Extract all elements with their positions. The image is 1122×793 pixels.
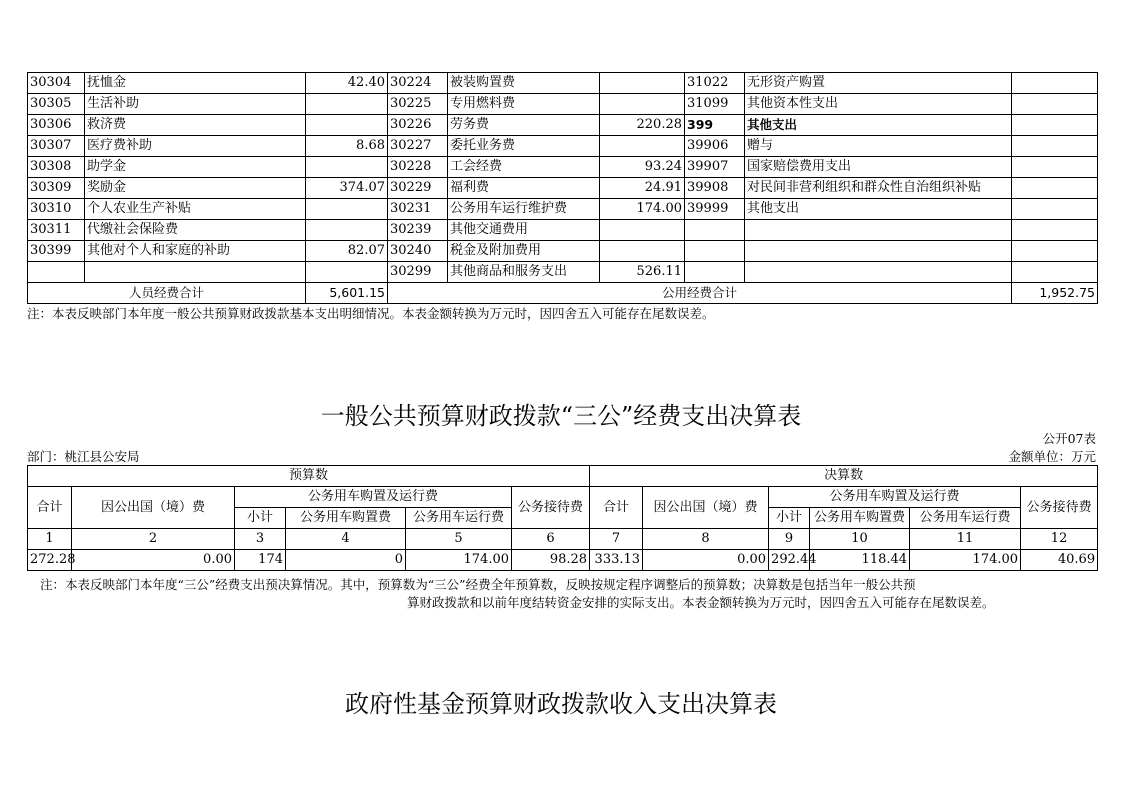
budget-header: 预算数 [28,466,590,487]
table-row [28,199,1098,220]
table-row [28,220,1098,241]
amount: 82.07 [306,241,388,262]
budget-operation-header: 公务用车运行费 [406,508,512,529]
budget-vehicle-header: 公务用车购置及运行费 [235,487,512,508]
budget-abroad-header: 因公出国（境）费 [72,487,235,529]
amount-cell: 174.00 [406,550,512,571]
amount-cell: 333.13 [590,550,643,571]
gov-fund-title: 政府性基金预算财政拨款收入支出决算表 [345,690,777,718]
column-number: 10 [810,529,910,550]
amount: 174.00 [600,199,685,220]
amount: 24.91 [600,178,685,199]
amount [306,262,388,283]
item-name: 其他商品和服务支出 [448,262,600,283]
econ-code: 30311 [28,220,85,241]
department-label: 部门：桃江县公安局 [27,449,140,464]
final-reception-header: 公务接待费 [1021,487,1098,529]
amount-cell: 272.28 [28,550,72,571]
final-subtotal-header: 小计 [769,508,810,529]
budget-reception-header: 公务接待费 [512,487,590,529]
econ-code: 30239 [388,220,448,241]
econ-code: 30240 [388,241,448,262]
amount [1012,136,1098,157]
final-abroad-header: 因公出国（境）费 [643,487,769,529]
econ-code [28,262,85,283]
amount: 93.24 [600,157,685,178]
item-name: 无形资产购置 [745,73,1012,94]
table-row [28,178,1098,199]
column-number: 7 [590,529,643,550]
budget-total-header: 合计 [28,487,72,529]
note-sangong-line1: 注：本表反映部门本年度“三公”经费支出预决算情况。其中，预算数为“三公”经费全年预算数，反映按规定程序调整后的预算数；决算数是包括当年一般公共预 [40,577,916,592]
column-number: 5 [406,529,512,550]
header-row-2 [28,487,1098,508]
table-row [28,136,1098,157]
column-number: 8 [643,529,769,550]
econ-code: 39906 [685,136,745,157]
amount [306,220,388,241]
amount [1012,220,1098,241]
amount [600,73,685,94]
final-vehicle-header: 公务用车购置及运行费 [769,487,1021,508]
item-name: 工会经费 [448,157,600,178]
econ-code: 31099 [685,94,745,115]
column-number: 1 [28,529,72,550]
econ-code: 30231 [388,199,448,220]
column-number: 2 [72,529,235,550]
column-number: 9 [769,529,810,550]
amount [1012,115,1098,136]
amount: 220.28 [600,115,685,136]
econ-code: 39999 [685,199,745,220]
econ-code: 39908 [685,178,745,199]
item-name: 对民间非营利组织和群众性自治组织补贴 [745,178,1012,199]
budget-purchase-header: 公务用车购置费 [286,508,406,529]
item-name: 代缴社会保险费 [85,220,306,241]
amount [306,199,388,220]
final-operation-header: 公务用车运行费 [910,508,1021,529]
table-row [28,115,1098,136]
table-row [28,94,1098,115]
item-name: 其他资本性支出 [745,94,1012,115]
final-purchase-header: 公务用车购置费 [810,508,910,529]
final-total-header: 合计 [590,487,643,529]
econ-code: 30308 [28,157,85,178]
amount [306,115,388,136]
amount [1012,73,1098,94]
item-name: 税金及附加费用 [448,241,600,262]
item-name: 劳务费 [448,115,600,136]
econ-code: 399 [685,115,745,136]
amount-cell: 174 [235,550,286,571]
public-total-label: 公用经费合计 [388,283,1012,304]
amount-cell: 118.44 [810,550,910,571]
item-name: 公务用车运行维护费 [448,199,600,220]
item-name: 被装购置费 [448,73,600,94]
econ-code: 30228 [388,157,448,178]
amount [306,94,388,115]
item-name: 其他交通费用 [448,220,600,241]
econ-code: 30306 [28,115,85,136]
amount: 42.40 [306,73,388,94]
table-row [28,73,1098,94]
econ-code [685,220,745,241]
item-name [745,241,1012,262]
econ-code: 30227 [388,136,448,157]
column-number-row [28,529,1098,550]
amount [1012,262,1098,283]
amount [1012,178,1098,199]
table-code: 公开07表 [1042,431,1096,446]
econ-code: 30224 [388,73,448,94]
amount [600,220,685,241]
item-name: 生活补助 [85,94,306,115]
note-basic: 注：本表反映部门本年度一般公共预算财政拨款基本支出明细情况。本表金额转换为万元时，因四舍五入可能存在尾数误差。 [27,306,715,321]
econ-code: 31022 [685,73,745,94]
amount-cell: 98.28 [512,550,590,571]
values-row [28,550,1098,571]
amount-cell: 0.00 [72,550,235,571]
amount-cell: 0.00 [643,550,769,571]
amount-cell: 174.00 [910,550,1021,571]
note-sangong-line2: 算财政拨款和以前年度结转资金安排的实际支出。本表金额转换为万元时，因四舍五入可能存在尾数误差。 [407,595,995,610]
econ-code: 30226 [388,115,448,136]
econ-code: 30229 [388,178,448,199]
item-name: 个人农业生产补贴 [85,199,306,220]
item-name: 其他支出 [745,115,1012,136]
item-name: 专用燃料费 [448,94,600,115]
sangong-table [27,465,1098,571]
basic-expenditure-table [27,72,1098,304]
econ-code: 30310 [28,199,85,220]
amount: 526.11 [600,262,685,283]
econ-code: 30399 [28,241,85,262]
amount [600,94,685,115]
item-name: 委托业务费 [448,136,600,157]
item-name [85,262,306,283]
table-row [28,262,1098,283]
item-name: 国家赔偿费用支出 [745,157,1012,178]
sangong-title: 一般公共预算财政拨款“三公”经费支出决算表 [320,402,802,430]
final-header: 决算数 [590,466,1098,487]
item-name: 福利费 [448,178,600,199]
personnel-total-value: 5,601.15 [306,283,388,304]
budget-subtotal-header: 小计 [235,508,286,529]
econ-code: 30299 [388,262,448,283]
econ-code: 30305 [28,94,85,115]
column-number: 12 [1021,529,1098,550]
column-number: 6 [512,529,590,550]
total-row [28,283,1098,304]
econ-code: 30307 [28,136,85,157]
amount-cell: 292.44 [769,550,810,571]
amount-cell: 0 [286,550,406,571]
unit-label: 金额单位：万元 [1008,449,1096,464]
econ-code: 39907 [685,157,745,178]
amount [1012,199,1098,220]
amount [1012,157,1098,178]
item-name: 其他支出 [745,199,1012,220]
econ-code: 30304 [28,73,85,94]
table-row [28,157,1098,178]
public-total-value: 1,952.75 [1012,283,1098,304]
amount [1012,241,1098,262]
amount [600,241,685,262]
econ-code [685,262,745,283]
column-number: 3 [235,529,286,550]
item-name: 抚恤金 [85,73,306,94]
econ-code [685,241,745,262]
item-name: 助学金 [85,157,306,178]
item-name [745,262,1012,283]
column-number: 11 [910,529,1021,550]
item-name: 奖励金 [85,178,306,199]
amount [1012,94,1098,115]
header-row-1 [28,466,1098,487]
amount: 8.68 [306,136,388,157]
econ-code: 30309 [28,178,85,199]
item-name: 赠与 [745,136,1012,157]
item-name [745,220,1012,241]
amount [306,157,388,178]
table-row [28,241,1098,262]
personnel-total-label: 人员经费合计 [28,283,306,304]
econ-code: 30225 [388,94,448,115]
amount [600,136,685,157]
amount: 374.07 [306,178,388,199]
item-name: 救济费 [85,115,306,136]
item-name: 其他对个人和家庭的补助 [85,241,306,262]
column-number: 4 [286,529,406,550]
item-name: 医疗费补助 [85,136,306,157]
amount-cell: 40.69 [1021,550,1098,571]
